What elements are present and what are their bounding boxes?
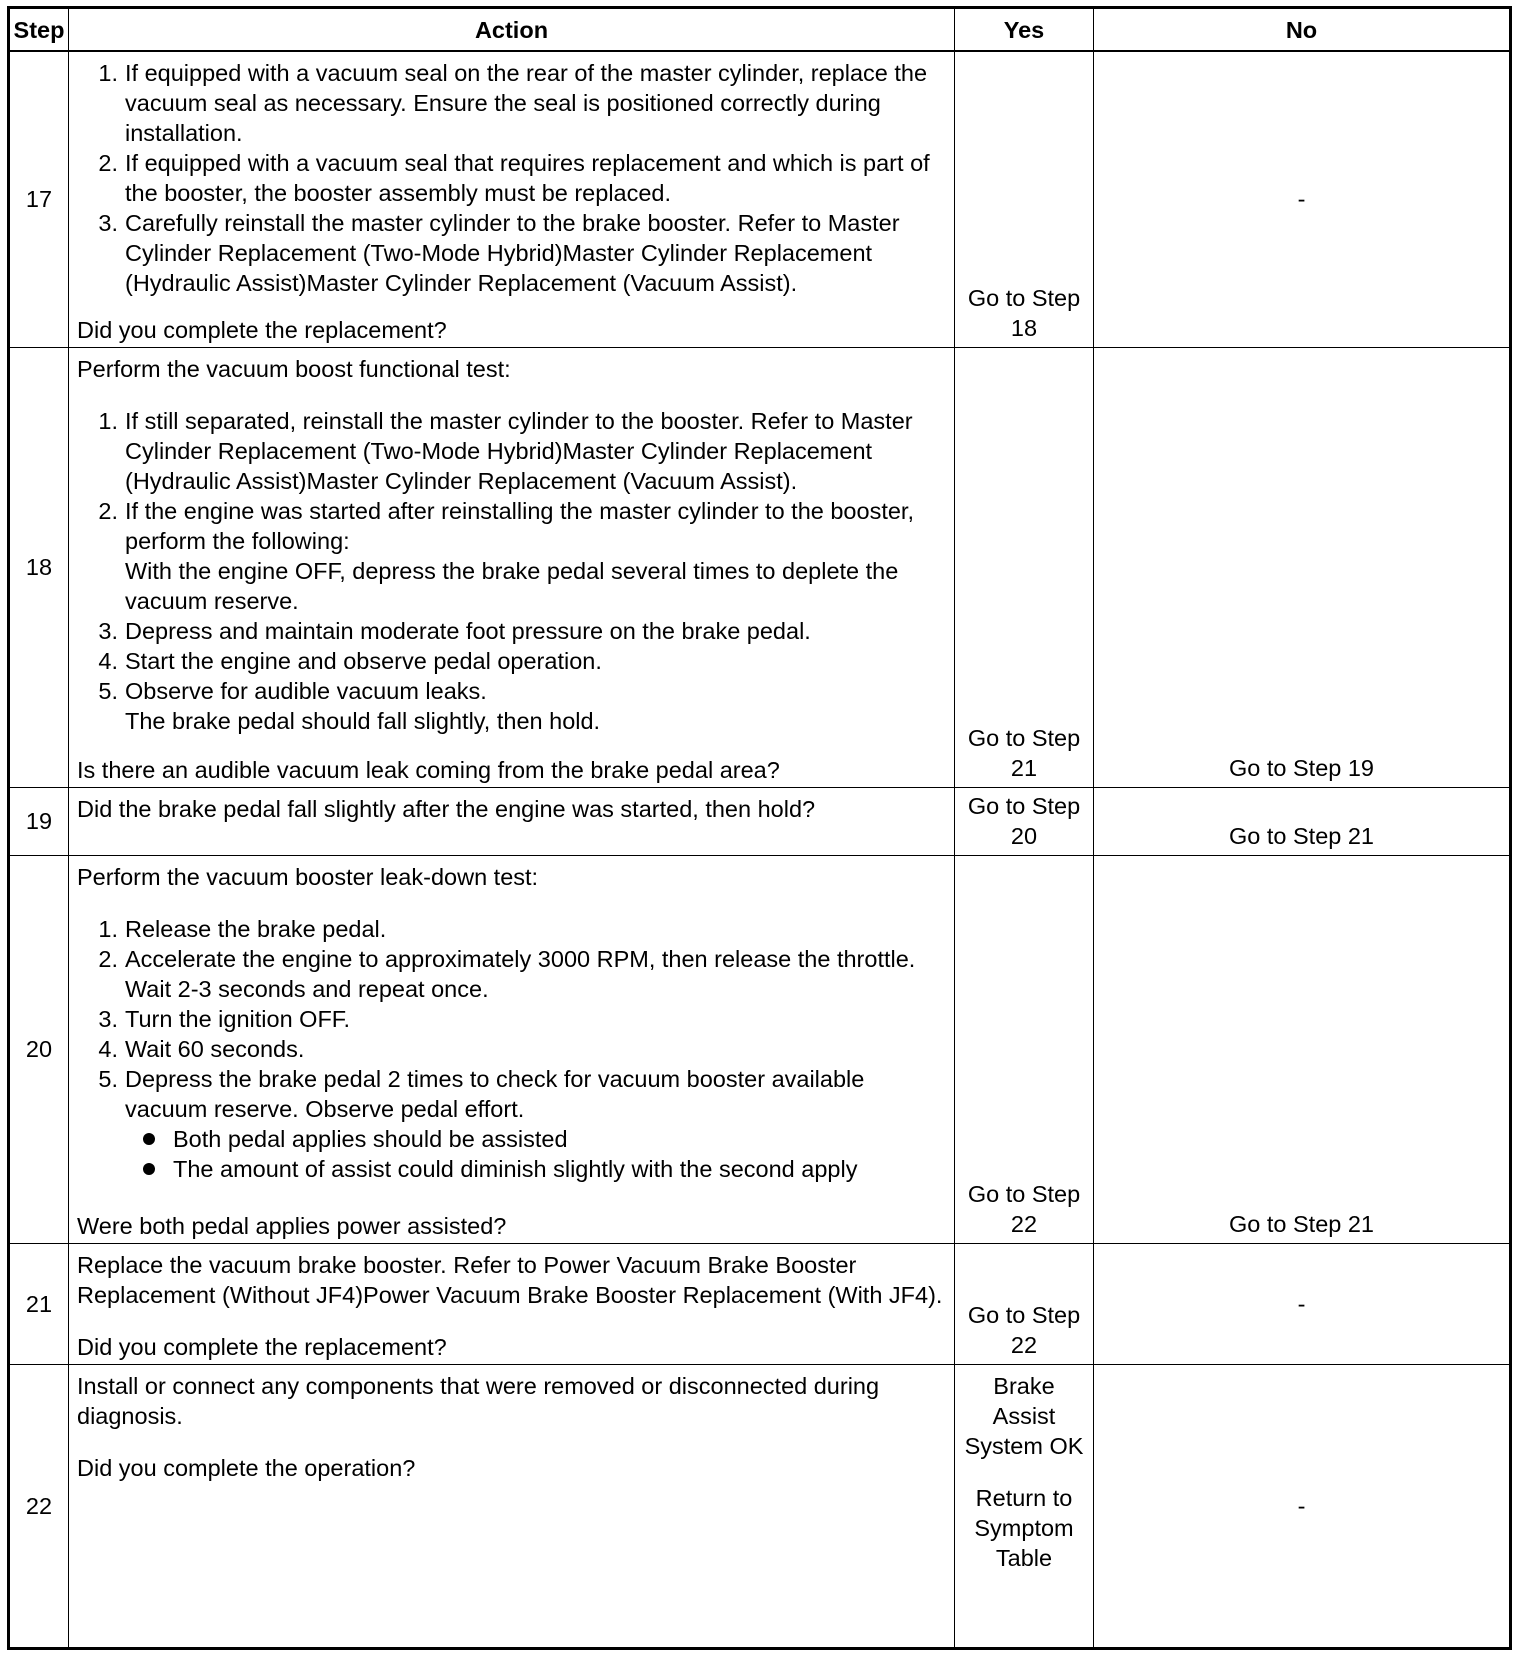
step-number: 22 [9,1364,69,1649]
step-number: 20 [9,855,69,1243]
table-row [9,1243,1511,1364]
header-row [9,8,1511,52]
list-item: 2 . If equipped with a vacuum seal that requires replacement and which is part of the booster, the booster assembly must be replaced. [125,148,946,208]
bullet-list [125,1124,946,1184]
list-item: 4 . Wait 60 seconds. [125,1034,946,1064]
list-item: 1 . If still separated, reinstall the master cylinder to the booster. Refer to Master Cylinder Replacement (Two-Mode Hybrid)Master Cylinder Replacement (Hydraulic Assist)Master Cylinder Replacement (Vacuum Assist). [125,406,946,496]
action-question: Did the brake pedal fall slightly after the engine was started, then hold? [77,795,816,822]
no-cell: - [1094,1364,1511,1649]
list-item: 2 . If the engine was started after reinstalling the master cylinder to the booster, perform the following: With the engine OFF, depress the brake pedal several times to deplete the vacuum reserve. [125,496,946,616]
no-cell: Go to Step 21 [1094,855,1511,1243]
header-step: Step [9,8,69,52]
yes-cell: Go to Step 22 [955,1243,1094,1364]
yes-cell: Go to Step 18 [955,51,1094,347]
action-question: Did you complete the operation? [77,1454,416,1481]
header-action: Action [69,8,955,52]
action-intro: Replace the vacuum brake booster. Refer to Power Vacuum Brake Booster Replacement (Without JF4)Power Vacuum Brake Booster Replacement (With JF4). [77,1251,943,1308]
yes-cell: Go to Step 22 [955,855,1094,1243]
table-row [9,787,1511,855]
bullet-item: The amount of assist could diminish slightly with the second apply [173,1154,946,1184]
step-number: 19 [9,787,69,855]
yes-cell: Go to Step 20 [955,787,1094,855]
list-item: 1 . Release the brake pedal. [125,914,946,944]
bullet-item: Both pedal applies should be assisted [173,1124,946,1154]
no-cell: Go to Step 21 [1094,787,1511,855]
header-yes: Yes [955,8,1094,52]
action-question: Is there an audible vacuum leak coming from the brake pedal area? [77,756,780,783]
no-cell: - [1094,51,1511,347]
action-question: Did you complete the replacement? [77,1333,447,1360]
action-cell [69,787,955,855]
action-cell [69,51,955,347]
step-number: 18 [9,347,69,787]
action-cell [69,1364,955,1649]
list-item: 3 . Carefully reinstall the master cylinder to the brake booster. Refer to Master Cylinder Replacement (Two-Mode Hybrid)Master Cylinder Replacement (Hydraulic Assist)Master Cylinder Replacement (Vacuum Assist). [125,208,946,298]
no-cell: Go to Step 19 [1094,347,1511,787]
list-item: 1 . If equipped with a vacuum seal on the rear of the master cylinder, replace the vacuum seal as necessary. Ensure the seal is positioned correctly during installation. [125,58,946,148]
list-item: 2 . Accelerate the engine to approximately 3000 RPM, then release the throttle. Wait 2-3 seconds and repeat once. [125,944,946,1004]
action-cell [69,347,955,787]
diagnostic-table [7,6,1512,1650]
bullet-icon [143,1133,155,1145]
list-item: 5 . Depress the brake pedal 2 times to check for vacuum booster available vacuum reserve. Observe pedal effort. Both pedal applies should be assisted The amount of assist could diminish slightly with the second apply [125,1064,946,1184]
table-row [9,347,1511,787]
action-intro: Perform the vacuum boost functional test: [77,355,511,382]
diagnostic-table-container [7,6,1512,1650]
action-steps-list [77,406,946,736]
table-row [9,855,1511,1243]
action-steps-list [77,58,946,298]
list-item: 3 . Depress and maintain moderate foot pressure on the brake pedal. [125,616,946,646]
action-steps-list [77,914,946,1184]
table-row [9,1364,1511,1649]
yes-cell: Go to Step 21 [955,347,1094,787]
action-cell [69,1243,955,1364]
header-no: No [1094,8,1511,52]
step-number: 17 [9,51,69,347]
table-row [9,51,1511,347]
list-item: 4 . Start the engine and observe pedal operation. [125,646,946,676]
list-item: 3 . Turn the ignition OFF. [125,1004,946,1034]
step-number: 21 [9,1243,69,1364]
action-intro: Install or connect any components that were removed or disconnected during diagnosis. [77,1372,880,1429]
yes-cell: Brake Assist System OK Return to Symptom Table [955,1364,1094,1649]
no-cell: - [1094,1243,1511,1364]
action-question: Were both pedal applies power assisted? [77,1212,507,1239]
bullet-icon [143,1163,155,1175]
action-question: Did you complete the replacement? [77,316,447,343]
action-cell [69,855,955,1243]
action-intro: Perform the vacuum booster leak-down test: [77,863,539,890]
list-item: 5 . Observe for audible vacuum leaks. The brake pedal should fall slightly, then hold. [125,676,946,736]
